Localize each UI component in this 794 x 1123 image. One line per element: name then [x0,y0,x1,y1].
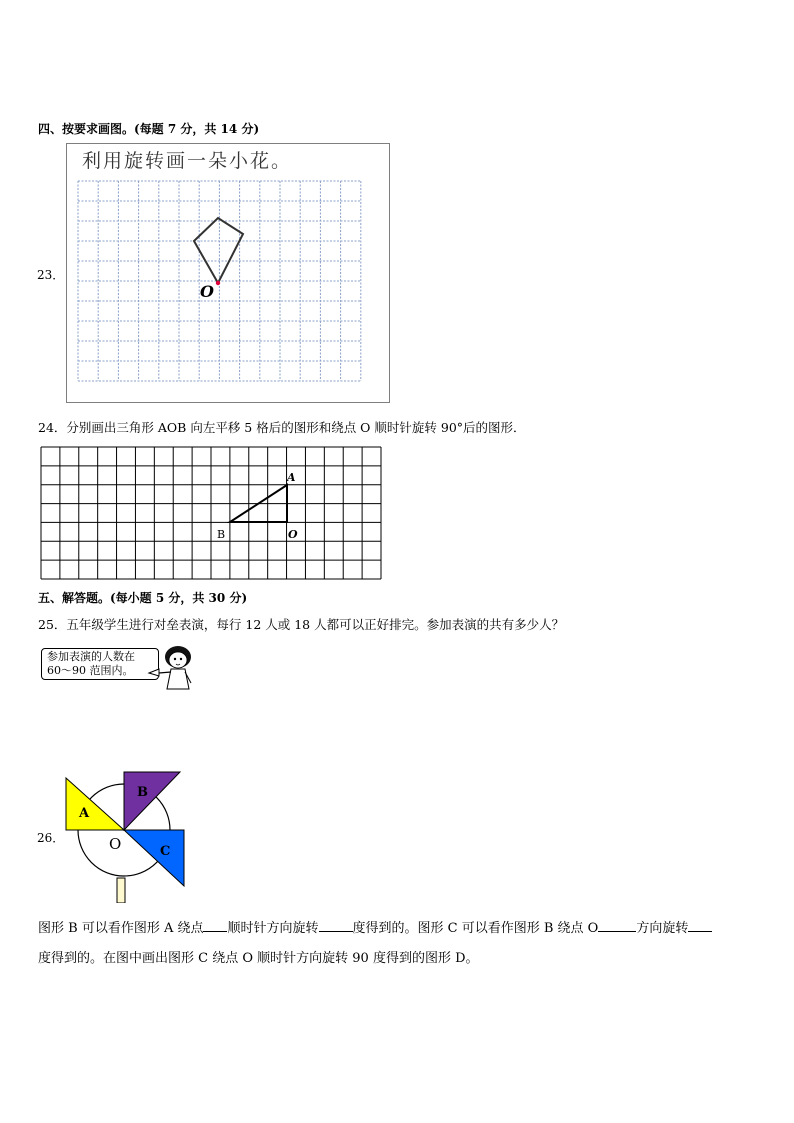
rotation-flower-grid [66,143,390,403]
speech-line-2: 60～90 范围内。 [47,664,134,677]
pinwheel-stick [117,878,125,903]
point-o-label: O [200,282,214,301]
figure-caption: 利用旋转画一朵小花。 [82,150,293,172]
section-4-title: 四、按要求画图。(每题 7 分，共 14 分) [38,122,260,136]
shape-a-label: A [79,806,90,821]
label-a: A [287,471,296,484]
q26-text-part-1: 图形 B 可以看作图形 A 绕点 [38,921,204,936]
center-o-label: O [109,835,122,853]
shape-b-label: B [137,785,148,800]
question-25-text: 25．五年级学生进行对垒表演，每行 12 人或 18 人都可以正好排完。参加表演的共有多少人？ [38,617,565,632]
section-5-title: 五、解答题。(每小题 5 分，共 30 分) [38,591,248,605]
answer-blank-2[interactable] [319,931,353,932]
girl-illustration [147,643,197,691]
question-26-number: 26． [37,831,65,845]
rotation-center-point [216,281,220,285]
question-24-text: 24．分别画出三角形 AOB 向左平移 5 格后的图形和绕点 O 顺时针旋转 90°后的图形． [38,420,526,435]
answer-blank-1[interactable] [203,931,227,932]
label-b: B [217,528,226,541]
question-23-figure [66,143,390,403]
shape-c-label: C [160,844,171,859]
question-26-line-2: 度得到的。在图中画出图形 C 绕点 O 顺时针方向旋转 90 度得到的图形 D。 [38,951,479,966]
question-26-line-1 [38,917,712,936]
q26-text-part-3: 度得到的。图形 C 可以看作图形 B 绕点 O [352,921,599,936]
triangle-aob-grid [40,446,384,580]
label-o: O [288,528,298,541]
answer-blank-4[interactable] [688,931,712,932]
question-26-figure [62,768,188,903]
speech-bubble [41,648,159,680]
answer-blank-3[interactable] [598,931,636,932]
question-23-number: 23． [37,268,65,282]
q26-text-part-4: 方向旋转 [636,921,689,936]
question-24-figure [40,446,384,580]
q26-text-part-2: 顺时针方向旋转 [227,921,319,936]
pinwheel-figure [62,768,188,903]
speech-line-1: 参加表演的人数在 [47,650,135,663]
